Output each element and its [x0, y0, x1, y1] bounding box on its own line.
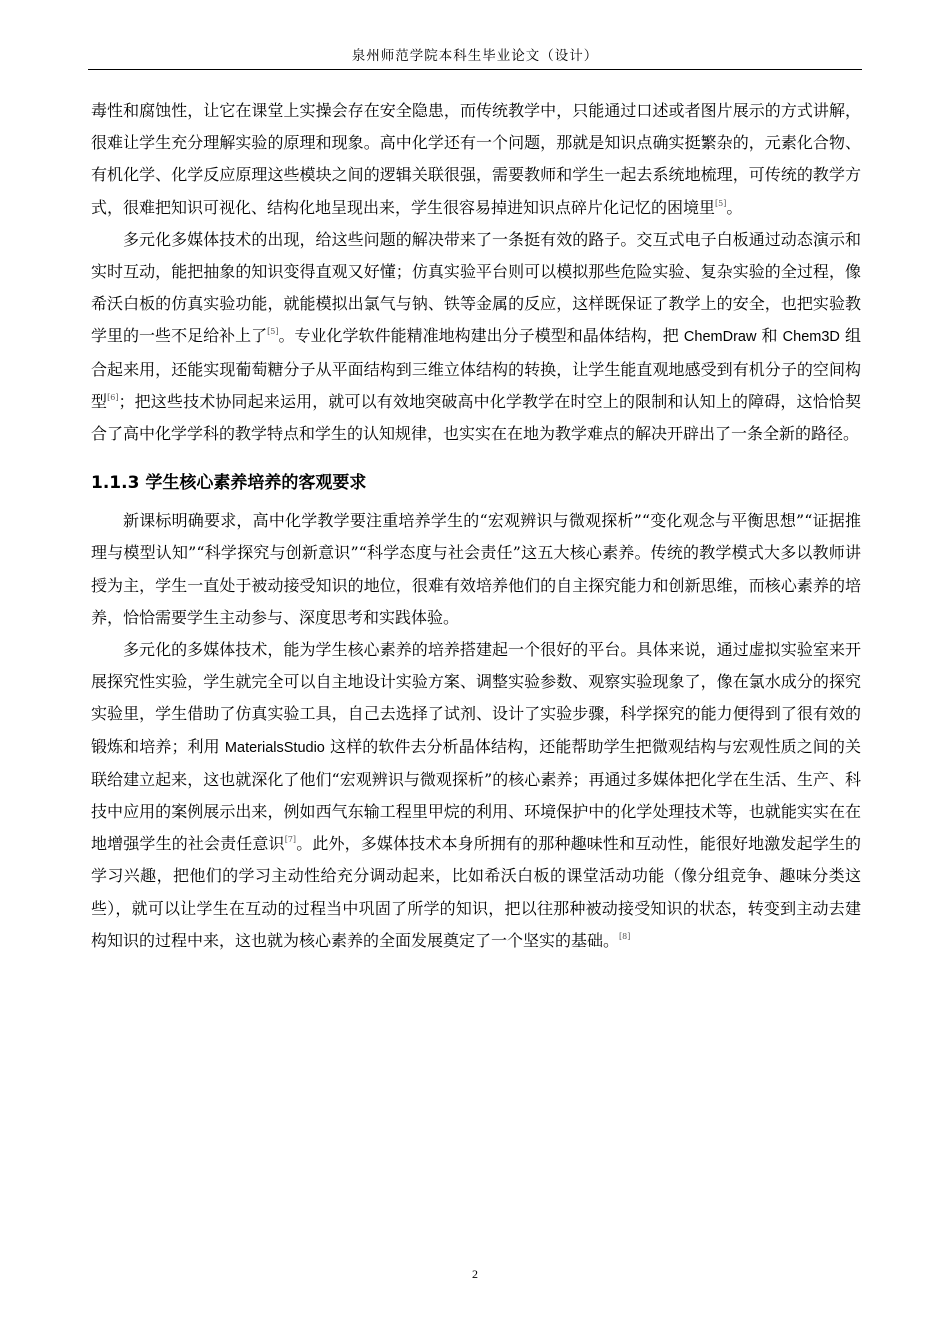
paragraph-text: 。此外，多媒体技术本身所拥有的那种趣味性和互动性，能很好地激发起学生的学习兴趣，把他们的学习主动性给充分调动起来，比如希沃白板的课堂活动功能（像分组竞争、趣味分类这些），就可以让学生在互动的过程当中巩固了所学的知识，把以往那种被动接受知识的状态，转变到主动去建构知识的过程中来，这也就为核心素养的全面发展奠定了一个坚实的基础。: [91, 834, 861, 950]
paragraph-text: 组合起来用，还能实现葡萄糖分子从平面结构到三维立体结构的转换，让学生能直观地感受到有机分子的空间构型: [91, 326, 861, 411]
paragraph-text: ；把这些技术协同起来运用，就可以有效地突破高中化学教学在时空上的限制和认知上的障碍，这恰恰契合了高中化学学科的教学特点和学生的认知规律，也实实在在地为教学难点的解决开辟出了一条全新的路径。: [91, 391, 861, 444]
citation-ref[interactable]: [8]: [619, 931, 631, 941]
software-name: MaterialsStudio: [224, 739, 325, 756]
running-header: 泉州师范学院本科生毕业论文（设计）: [88, 44, 862, 70]
paragraph-text: 。: [726, 197, 743, 217]
paragraph-new-curriculum: [91, 505, 861, 634]
page-number: 2: [472, 1267, 478, 1281]
section-heading: 1.1.3 学生核心素养培养的客观要求: [91, 473, 367, 494]
software-name: ChemDraw: [683, 329, 757, 346]
paragraph-multimedia-technology: [91, 224, 861, 450]
paragraph-continued: [91, 95, 861, 224]
paragraph-text: 和: [756, 326, 783, 346]
paragraph-text: 多元化多媒体技术的出现，给这些问题的解决带来了一条挺有效的路子。交互式电子白板通过动态演示和实时互动，能把抽象的知识变得直观又好懂；仿真实验平台则可以模拟那些危险实验、复杂实验的全过程，像希沃白板的仿真实验功能，就能模拟出氯气与钠、铁等金属的反应，这样既保证了教学上的安全，也把实验教学里的一些不足给补上了: [91, 229, 861, 346]
software-name: Chem3D: [782, 329, 840, 346]
paragraph-text: 这样的软件去分析晶体结构，还能帮助学生把微观结构与宏观性质之间的关联给建立起来，这也就深化了他们“宏观辨识与微观探析”的核心素养；再通过多媒体把化学在生活、生产、科技中应用的案例展示出来，例如西气东输工程里甲烷的利用、环境保护中的化学处理技术等，也就能实实在在地增强学生的社会责任意识: [91, 736, 861, 854]
citation-ref[interactable]: [7]: [284, 835, 297, 845]
citation-ref[interactable]: [5]: [715, 198, 727, 208]
paragraph-text: 毒性和腐蚀性，让它在课堂上实操会存在安全隐患，而传统教学中，只能通过口述或者图片展示的方式讲解，很难让学生充分理解实验的原理和现象。高中化学还有一个问题，那就是知识点确实挺繁杂的，元素化合物、有机化学、化学反应原理这些模块之间的逻辑关联很强，需要教师和学生一起去系统地梳理，可传统的教学方式，很难把知识可视化、结构化地呈现出来，学生很容易掉进知识点碎片化记忆的困境里: [91, 101, 861, 217]
citation-ref[interactable]: [5]: [267, 327, 279, 337]
paragraph-text: 新课标明确要求，高中化学教学要注重培养学生的“宏观辨识与微观探析”“变化观念与平衡思想”“证据推理与模型认知”“科学探究与创新意识”“科学态度与社会责任”这五大核心素养。传统的教学模式大多以教师讲授为主，学生一直处于被动接受知识的地位，很难有效培养他们的自主探究能力和创新思维，而核心素养的培养，恰恰需要学生主动参与、深度思考和实践体验。: [91, 511, 861, 627]
paragraph-text: 多元化的多媒体技术，能为学生核心素养的培养搭建起一个很好的平台。具体来说，通过虚拟实验室来开展探究性实验，学生就完全可以自主地设计实验方案、调整实验参数、观察实验现象了，像在氯水成分的探究实验里，学生借助了仿真实验工具，自己去选择了试剂、设计了实验步骤，科学探究的能力便得到了很有效的锻炼和培养；利用: [91, 640, 861, 756]
page-body: [91, 95, 861, 957]
citation-ref[interactable]: [6]: [107, 392, 119, 402]
paragraph-core-literacy-platform: [91, 634, 861, 957]
paragraph-text: 。专业化学软件能精准地构建出分子模型和晶体结构，把: [278, 326, 684, 346]
